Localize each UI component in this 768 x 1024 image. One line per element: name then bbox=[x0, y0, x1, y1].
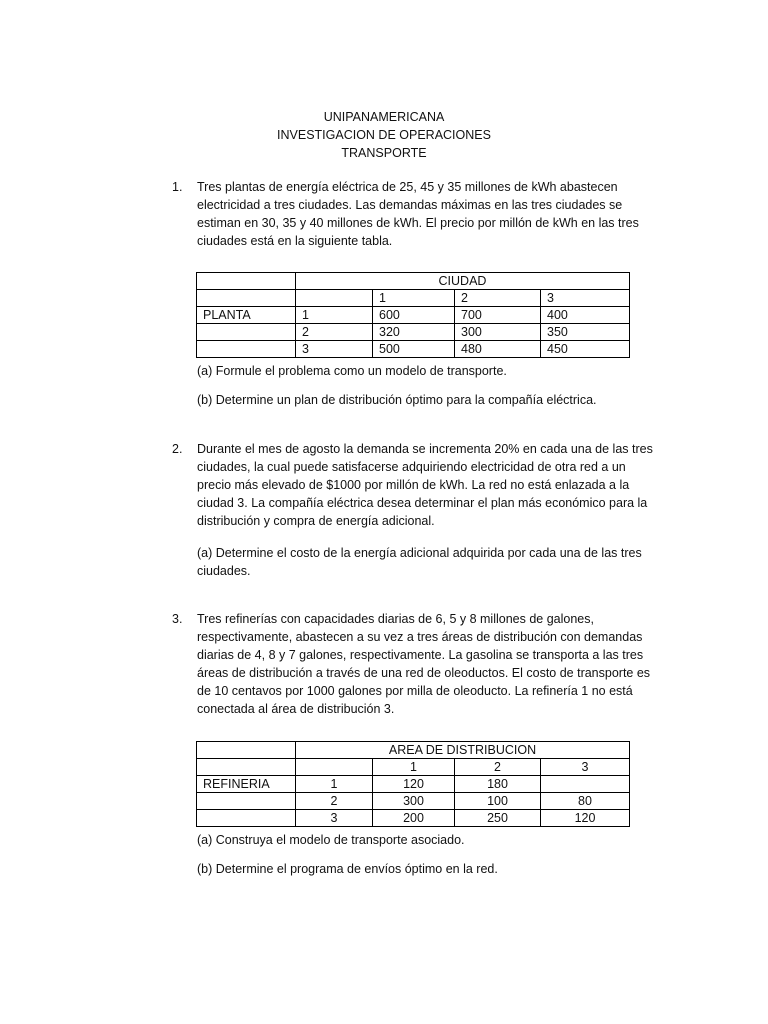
column-header: 3 bbox=[541, 759, 630, 776]
table-row bbox=[197, 307, 630, 324]
table-cell: 320 bbox=[373, 324, 455, 341]
table-cell: 450 bbox=[541, 341, 630, 358]
table-group-header: CIUDAD bbox=[296, 273, 630, 290]
row-label: 2 bbox=[296, 793, 373, 810]
table-cell: 120 bbox=[541, 810, 630, 827]
table-cell: 350 bbox=[541, 324, 630, 341]
table-cell: 180 bbox=[455, 776, 541, 793]
row-label: 1 bbox=[296, 776, 373, 793]
table-cell: 500 bbox=[373, 341, 455, 358]
column-header: 2 bbox=[455, 759, 541, 776]
table-row bbox=[197, 793, 630, 810]
column-header: 1 bbox=[373, 290, 455, 307]
topic-title: TRANSPORTE bbox=[341, 146, 427, 160]
table-cell-empty bbox=[197, 290, 296, 307]
cost-table bbox=[196, 741, 630, 827]
table-cell: 700 bbox=[455, 307, 541, 324]
row-label: 3 bbox=[296, 341, 373, 358]
table-cell-empty bbox=[197, 810, 296, 827]
course-name: INVESTIGACION DE OPERACIONES bbox=[277, 128, 491, 142]
problem-number: 1. bbox=[172, 180, 183, 194]
table-cell-empty bbox=[197, 793, 296, 810]
table-cell: 400 bbox=[541, 307, 630, 324]
table-cell: 250 bbox=[455, 810, 541, 827]
column-header: 1 bbox=[373, 759, 455, 776]
table-cell: 200 bbox=[373, 810, 455, 827]
table-cell-empty bbox=[197, 759, 296, 776]
problem-number: 2. bbox=[172, 442, 183, 456]
problem-text: Tres refinerías con capacidades diarias de 6, 5 y 8 millones de galones, respectivamente, abastecen a su vez a tres áreas de distribución con demandas diarias de 4, 8 y 7 galones, respectivamente. La gasolina se transporta a las tres áreas de distribución a través de una red de oleoductos. El costo de transporte es de 10 centavos por 1000 galones por milla de oleoducto. La refinería 1 no está conectada al área de distribución 3. bbox=[197, 612, 651, 716]
table-cell-empty bbox=[197, 324, 296, 341]
row-group-label: PLANTA bbox=[197, 307, 296, 324]
table-cell bbox=[541, 776, 630, 793]
row-label: 2 bbox=[296, 324, 373, 341]
table-row bbox=[197, 341, 630, 358]
column-header: 2 bbox=[455, 290, 541, 307]
table-row bbox=[197, 810, 630, 827]
table-cell: 100 bbox=[455, 793, 541, 810]
row-group-label: REFINERIA bbox=[197, 776, 296, 793]
question-1a: (a) Formule el problema como un modelo de transporte. bbox=[197, 364, 507, 378]
table-cell-empty bbox=[197, 341, 296, 358]
row-label: 3 bbox=[296, 810, 373, 827]
table-cell-empty bbox=[197, 273, 296, 290]
column-header: 3 bbox=[541, 290, 630, 307]
problem-text: Durante el mes de agosto la demanda se incrementa 20% en cada una de las tres ciudades, la cual puede satisfacerse adquiriendo electricidad de otra red a un precio más elevado de $1000 por millón de kWh. La red no está enlazada a la ciudad 3. La compañía eléctrica desea determinar el plan más económico para la distribución y compra de energía adicional. bbox=[197, 442, 653, 528]
row-label: 1 bbox=[296, 307, 373, 324]
table-cell: 600 bbox=[373, 307, 455, 324]
table-row bbox=[197, 324, 630, 341]
table-cell: 480 bbox=[455, 341, 541, 358]
table-cell: 300 bbox=[455, 324, 541, 341]
table-cell: 120 bbox=[373, 776, 455, 793]
price-table bbox=[196, 272, 630, 358]
table-cell-empty bbox=[296, 759, 373, 776]
table-cell-empty bbox=[197, 742, 296, 759]
table-cell-empty bbox=[296, 290, 373, 307]
table-row bbox=[197, 776, 630, 793]
institution-name: UNIPANAMERICANA bbox=[323, 110, 445, 124]
question-3b: (b) Determine el programa de envíos óptimo en la red. bbox=[197, 862, 498, 876]
problem-number: 3. bbox=[172, 612, 183, 626]
question-3a: (a) Construya el modelo de transporte asociado. bbox=[197, 833, 465, 847]
table-cell: 80 bbox=[541, 793, 630, 810]
table-cell: 300 bbox=[373, 793, 455, 810]
question-1b: (b) Determine un plan de distribución óptimo para la compañía eléctrica. bbox=[197, 393, 597, 407]
table-group-header: AREA DE DISTRIBUCION bbox=[296, 742, 630, 759]
document-header bbox=[0, 108, 768, 162]
problem-text: Tres plantas de energía eléctrica de 25, 45 y 35 millones de kWh abastecen electricidad a tres ciudades. Las demandas máximas en las tres ciudades se estiman en 30, 35 y 40 millones de kWh. El precio por millón de kWh en las tres ciudades está en la siguiente tabla. bbox=[197, 180, 639, 248]
question-2a: (a) Determine el costo de la energía adicional adquirida por cada una de las tres ciudades. bbox=[197, 546, 642, 578]
